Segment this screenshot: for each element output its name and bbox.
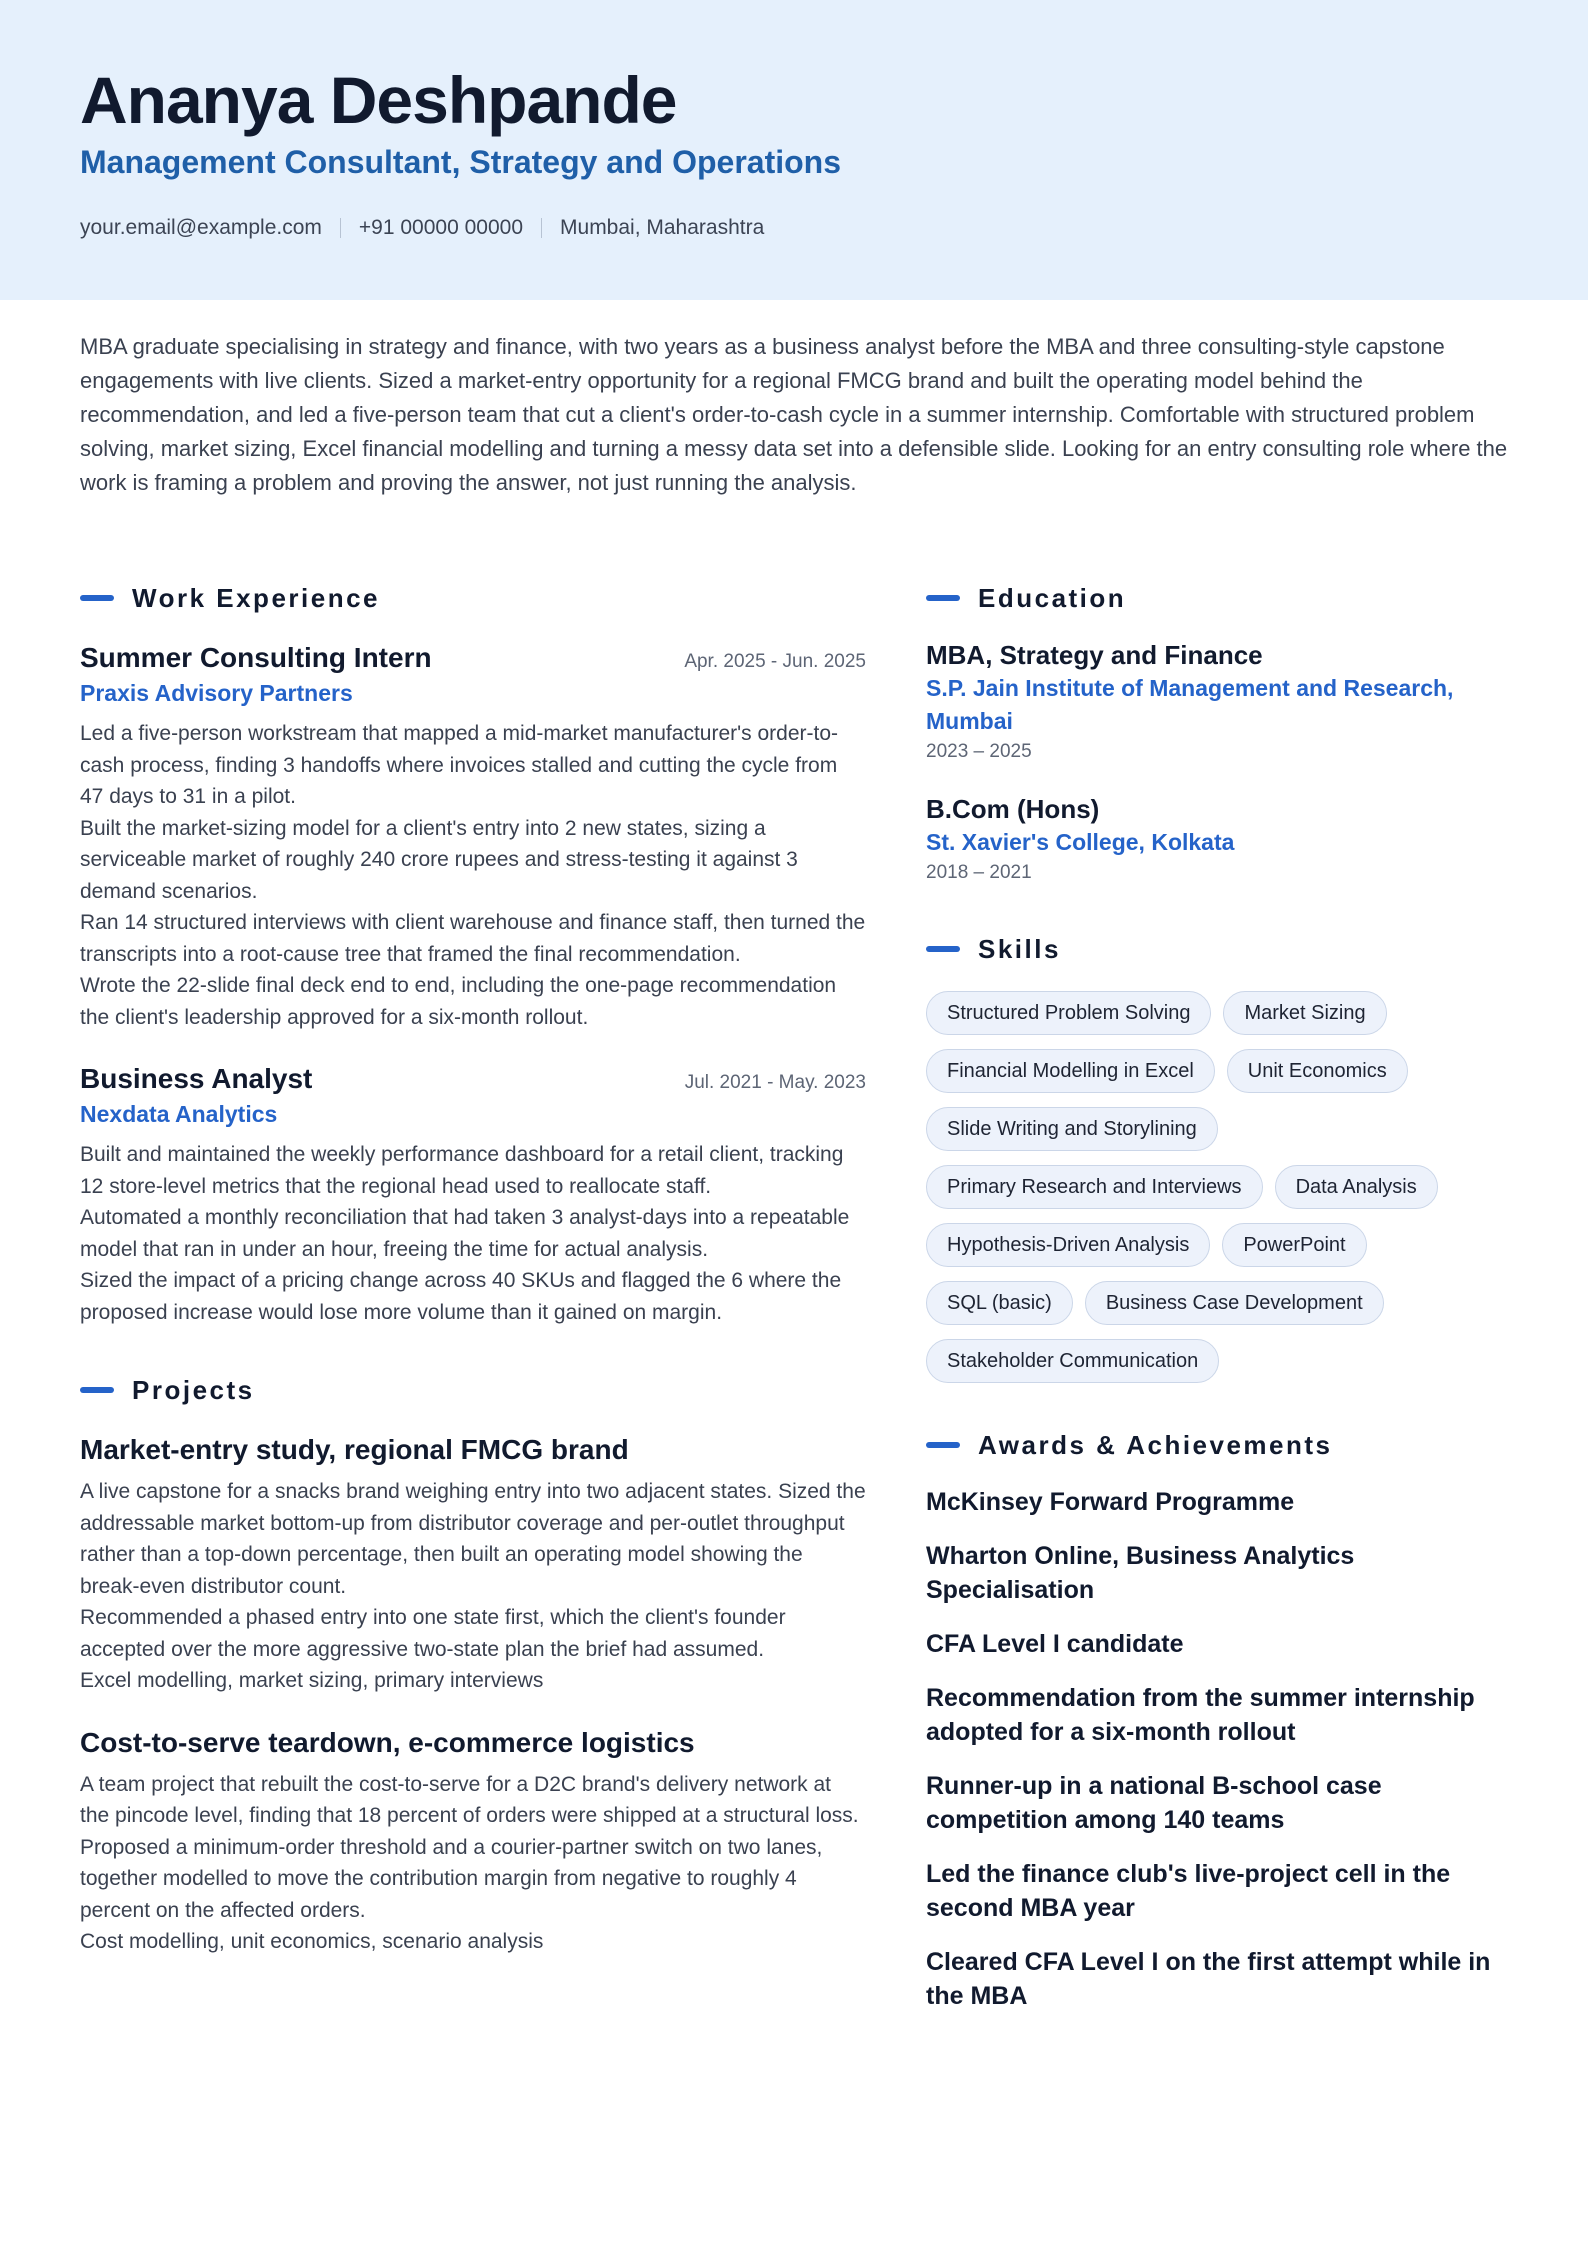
section-title: Projects <box>132 1374 255 1405</box>
skills-heading <box>926 931 1508 967</box>
skill-chip: Slide Writing and Storylining <box>926 1107 1218 1151</box>
project-line: A team project that rebuilt the cost-to-serve for a D2C brand's delivery network at the pincode level, finding that 18 percent of orders were shipped at a structural loss. Proposed a minimum-order threshold and a courier-partner switch on two lanes, together modelled to move the contribution margin from negative to roughly 4 percent on the affected orders. <box>80 1772 859 1922</box>
project-body <box>80 1769 866 1958</box>
job-point: Led a five-person workstream that mapped a mid-market manufacturer's order-to-cash process, finding 3 handoffs where invoices stalled and cutting the cycle from 47 days to 31 in a pilot. <box>80 722 838 808</box>
award-item: Recommendation from the summer internship adopted for a six-month rollout <box>926 1684 1475 1746</box>
summary-paragraph: MBA graduate specialising in strategy and finance, with two years as a business analyst before the MBA and three consulting-style capstone engagements with live clients. Sized a market-entry opportunity for a regional FMCG brand and built the operating model behind the recommendation, and led a five-person team that cut a client's order-to-cash cycle in a summer internship. Comfortable with structured problem solving, market sizing, Excel financial modelling and turning a messy data set into a defensible slide. Looking for an entry consulting role where the work is framing a problem and proving the answer, not just running the analysis. <box>80 334 1508 495</box>
education-school: St. Xavier's College, Kolkata <box>926 829 1235 855</box>
skill-chip: Stakeholder Communication <box>926 1339 1219 1383</box>
job-point: Wrote the 22-slide final deck end to end, including the one-page recommendation the client's leadership approved for a six-month rollout. <box>80 974 837 1029</box>
education-years: 2018 – 2021 <box>926 862 1032 883</box>
project-tools: Excel modelling, market sizing, primary interviews <box>80 1669 544 1692</box>
contact-divider <box>541 218 542 238</box>
section-title: Awards & Achievements <box>978 1429 1333 1460</box>
skill-chip: Structured Problem Solving <box>926 991 1211 1035</box>
contact-location: Mumbai, Maharashtra <box>560 216 765 239</box>
section-accent-bar <box>926 946 960 952</box>
project-tools: Cost modelling, unit economics, scenario analysis <box>80 1930 544 1953</box>
contact-phone[interactable]: +91 00000 00000 <box>358 216 524 239</box>
section-accent-bar <box>80 1387 114 1393</box>
project-entry <box>80 1725 866 1958</box>
contact-email[interactable]: your.email@example.com <box>80 216 322 239</box>
skill-chip: Hypothesis-Driven Analysis <box>926 1223 1210 1267</box>
skill-chip: Data Analysis <box>1275 1165 1438 1209</box>
project-line: A live capstone for a snacks brand weighing entry into two adjacent states. Sized the addressable market bottom-up from distributor coverage and per-outlet throughput rather than a top-down percentage, then built an operating model showing the break-even distributor count. <box>80 1480 866 1598</box>
projects-heading <box>80 1372 866 1408</box>
skill-chip: Market Sizing <box>1223 991 1386 1035</box>
project-title: Market-entry study, regional FMCG brand <box>80 1434 629 1465</box>
project-entry <box>80 1432 866 1697</box>
education-degree: MBA, Strategy and Finance <box>926 640 1263 670</box>
education-entry <box>926 792 1508 887</box>
awards-list <box>926 1485 1508 2013</box>
skill-chip: PowerPoint <box>1222 1223 1366 1267</box>
project-body <box>80 1476 866 1697</box>
education-degree: B.Com (Hons) <box>926 794 1100 824</box>
job-title: Summer Consulting Intern <box>80 642 432 673</box>
candidate-title: Management Consultant, Strategy and Operations <box>80 144 841 180</box>
skill-chip: Business Case Development <box>1085 1281 1384 1325</box>
job-entry <box>80 640 866 1033</box>
job-point: Ran 14 structured interviews with client warehouse and finance staff, then turned the transcripts into a root-cause tree that framed the final recommendation. <box>80 911 866 966</box>
education-school: S.P. Jain Institute of Management and Research, Mumbai <box>926 675 1454 734</box>
skills-list <box>926 991 1508 1383</box>
candidate-name: Ananya Deshpande <box>80 63 677 137</box>
education-entry <box>926 638 1508 766</box>
award-item: Led the finance club's live-project cell in the second MBA year <box>926 1860 1451 1922</box>
job-point: Built the market-sizing model for a client's entry into 2 new states, sizing a serviceable market of roughly 240 crore rupees and stress-testing it against 3 demand scenarios. <box>80 816 798 903</box>
award-item: Runner-up in a national B-school case competition among 140 teams <box>926 1772 1382 1834</box>
section-accent-bar <box>80 595 114 601</box>
contact-divider <box>340 218 341 238</box>
job-title: Business Analyst <box>80 1063 313 1094</box>
job-point: Sized the impact of a pricing change across 40 SKUs and flagged the 6 where the proposed increase would lose more volume than it gained on margin. <box>80 1269 842 1324</box>
award-item: McKinsey Forward Programme <box>926 1488 1295 1516</box>
award-item: Cleared CFA Level I on the first attempt while in the MBA <box>926 1948 1491 2010</box>
skill-chip: Financial Modelling in Excel <box>926 1049 1215 1093</box>
section-accent-bar <box>926 595 960 601</box>
section-title: Work Experience <box>132 582 381 613</box>
job-organization: Nexdata Analytics <box>80 1101 278 1127</box>
section-title: Skills <box>978 933 1061 964</box>
section-accent-bar <box>926 1442 960 1448</box>
left-column <box>80 580 866 1958</box>
skill-chip: Primary Research and Interviews <box>926 1165 1263 1209</box>
project-title: Cost-to-serve teardown, e-commerce logistics <box>80 1726 695 1758</box>
job-dates: Apr. 2025 - Jun. 2025 <box>684 651 866 672</box>
education-years: 2023 – 2025 <box>926 741 1032 762</box>
skill-chip: SQL (basic) <box>926 1281 1073 1325</box>
skill-chip: Unit Economics <box>1227 1049 1408 1093</box>
awards-heading <box>926 1427 1508 1463</box>
header-banner <box>0 0 1588 300</box>
project-line: Recommended a phased entry into one state first, which the client's founder accepted over the more aggressive two-state plan the brief had assumed. <box>80 1606 786 1661</box>
education-heading <box>926 580 1508 616</box>
job-points <box>80 1139 866 1328</box>
job-organization: Praxis Advisory Partners <box>80 680 353 706</box>
job-dates: Jul. 2021 - May. 2023 <box>684 1072 866 1093</box>
award-item: CFA Level I candidate <box>926 1630 1184 1658</box>
award-item: Wharton Online, Business Analytics Specialisation <box>926 1542 1355 1604</box>
job-entry <box>80 1061 866 1328</box>
job-point: Built and maintained the weekly performance dashboard for a retail client, tracking 12 store-level metrics that the regional head used to reallocate staff. <box>80 1143 844 1198</box>
job-points <box>80 718 866 1033</box>
work-experience-heading <box>80 580 866 616</box>
job-point: Automated a monthly reconciliation that had taken 3 analyst-days into a repeatable model that ran in under an hour, freeing the time for actual analysis. <box>80 1206 850 1261</box>
contact-line <box>80 214 764 242</box>
section-title: Education <box>978 582 1127 613</box>
right-column <box>926 580 1508 2013</box>
